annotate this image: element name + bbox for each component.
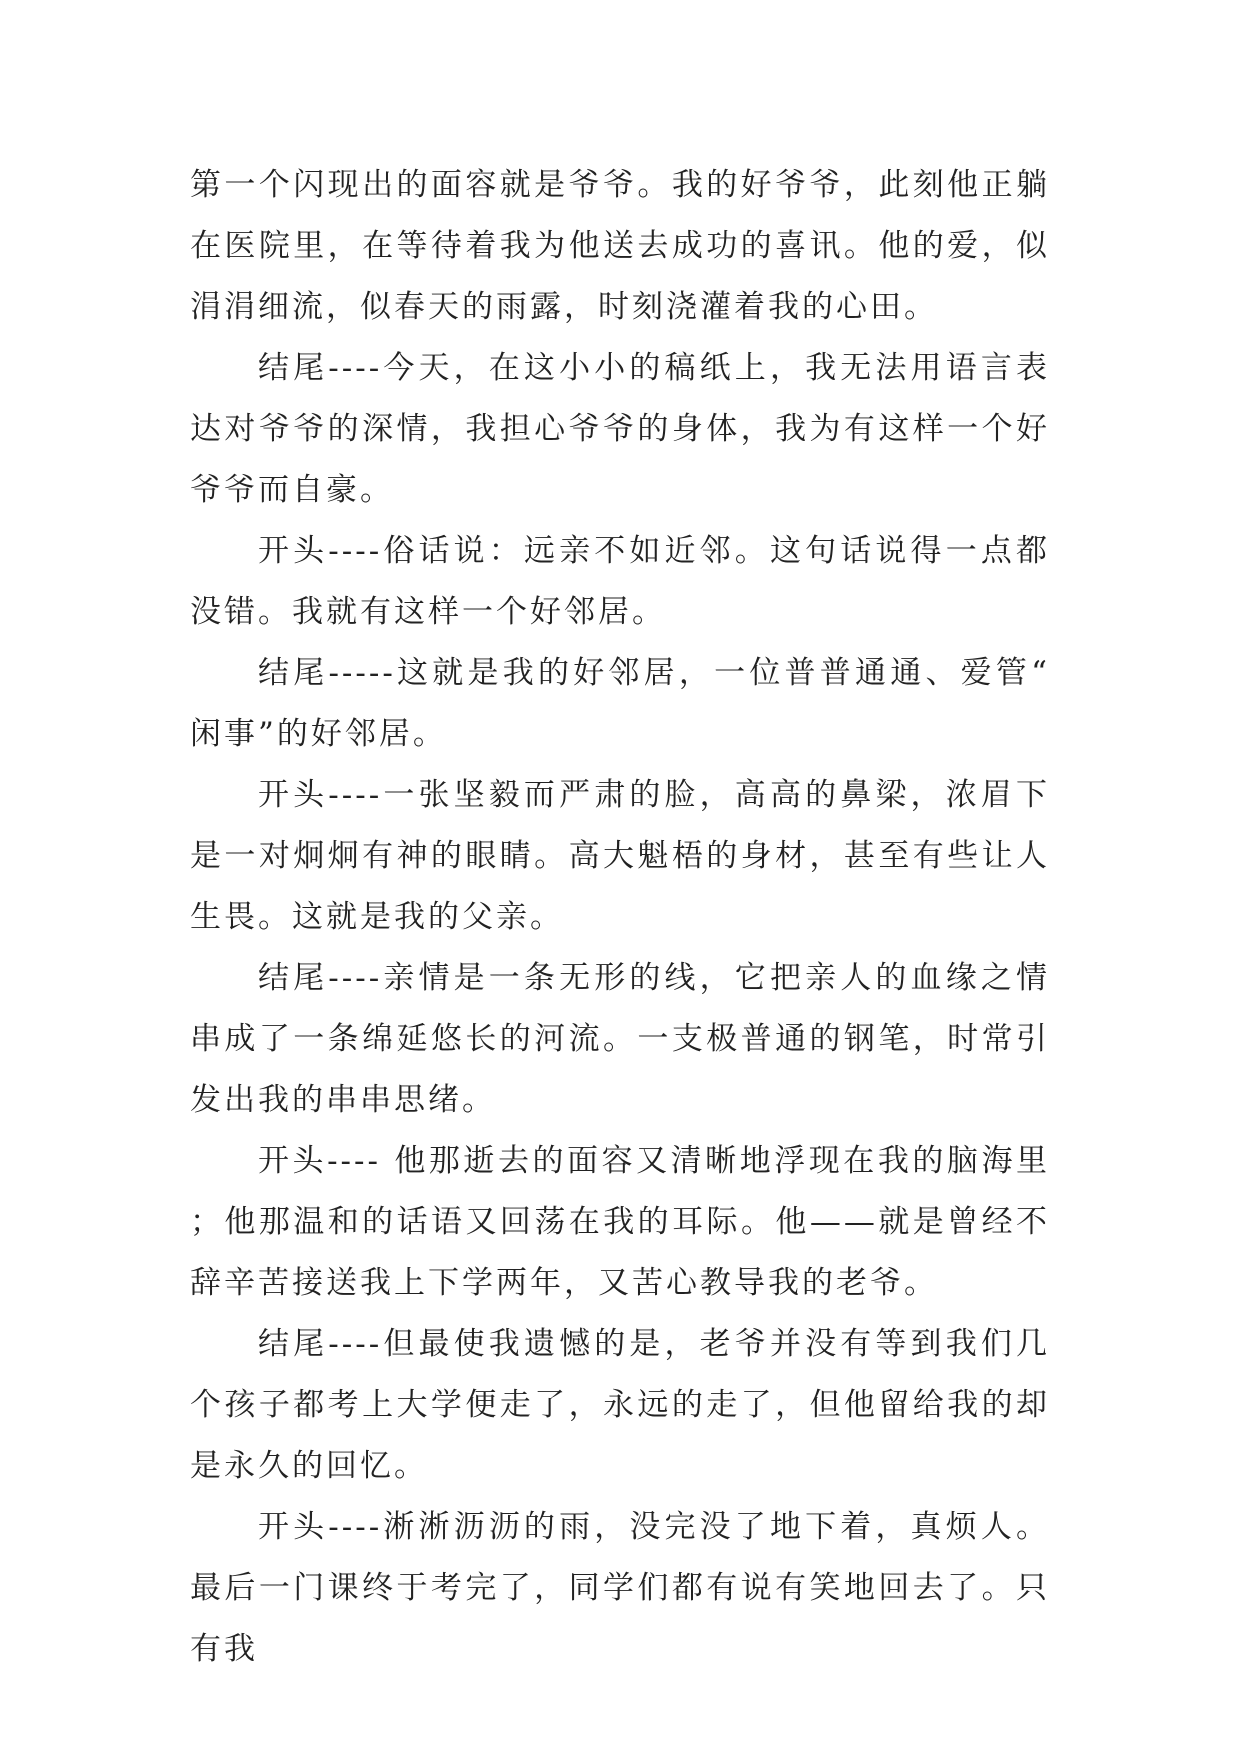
paragraph-6: 结尾----亲情是一条无形的线，它把亲人的血缘之情串成了一条绵延悠长的河流。一支极普通的钢笔，时常引发出我的串串思绪。 (190, 960, 1050, 1118)
paragraph-7: 开头---- 他那逝去的面容又清晰地浮现在我的脑海里；他那温和的话语又回荡在我的耳际。他——就是曾经不辞辛苦接送我上下学两年，又苦心教导我的老爷。 (190, 1143, 1050, 1301)
paragraph-5: 开头----一张坚毅而严肃的脸，高高的鼻梁，浓眉下是一对炯炯有神的眼睛。高大魁梧的身材，甚至有些让人生畏。这就是我的父亲。 (190, 777, 1050, 935)
paragraph-1: 第一个闪现出的面容就是爷爷。我的好爷爷，此刻他正躺在医院里，在等待着我为他送去成功的喜讯。他的爱，似涓涓细流，似春天的雨露，时刻浇灌着我的心田。 (190, 167, 1050, 325)
paragraph-3: 开头----俗话说：远亲不如近邻。这句话说得一点都没错。我就有这样一个好邻居。 (190, 533, 1050, 630)
paragraph-2: 结尾----今天，在这小小的稿纸上，我无法用语言表达对爷爷的深情，我担心爷爷的身体，我为有这样一个好爷爷而自豪。 (190, 350, 1050, 508)
paragraph-9: 开头----淅淅沥沥的雨，没完没了地下着，真烦人。最后一门课终于考完了，同学们都有说有笑地回去了。只有我 (190, 1509, 1050, 1667)
paragraph-8: 结尾----但最使我遗憾的是，老爷并没有等到我们几个孩子都考上大学便走了，永远的走了，但他留给我的却是永久的回忆。 (190, 1326, 1050, 1484)
paragraph-4: 结尾-----这就是我的好邻居，一位普普通通、爱管“闲事”的好邻居。 (190, 655, 1050, 752)
document-body (190, 155, 1050, 1680)
